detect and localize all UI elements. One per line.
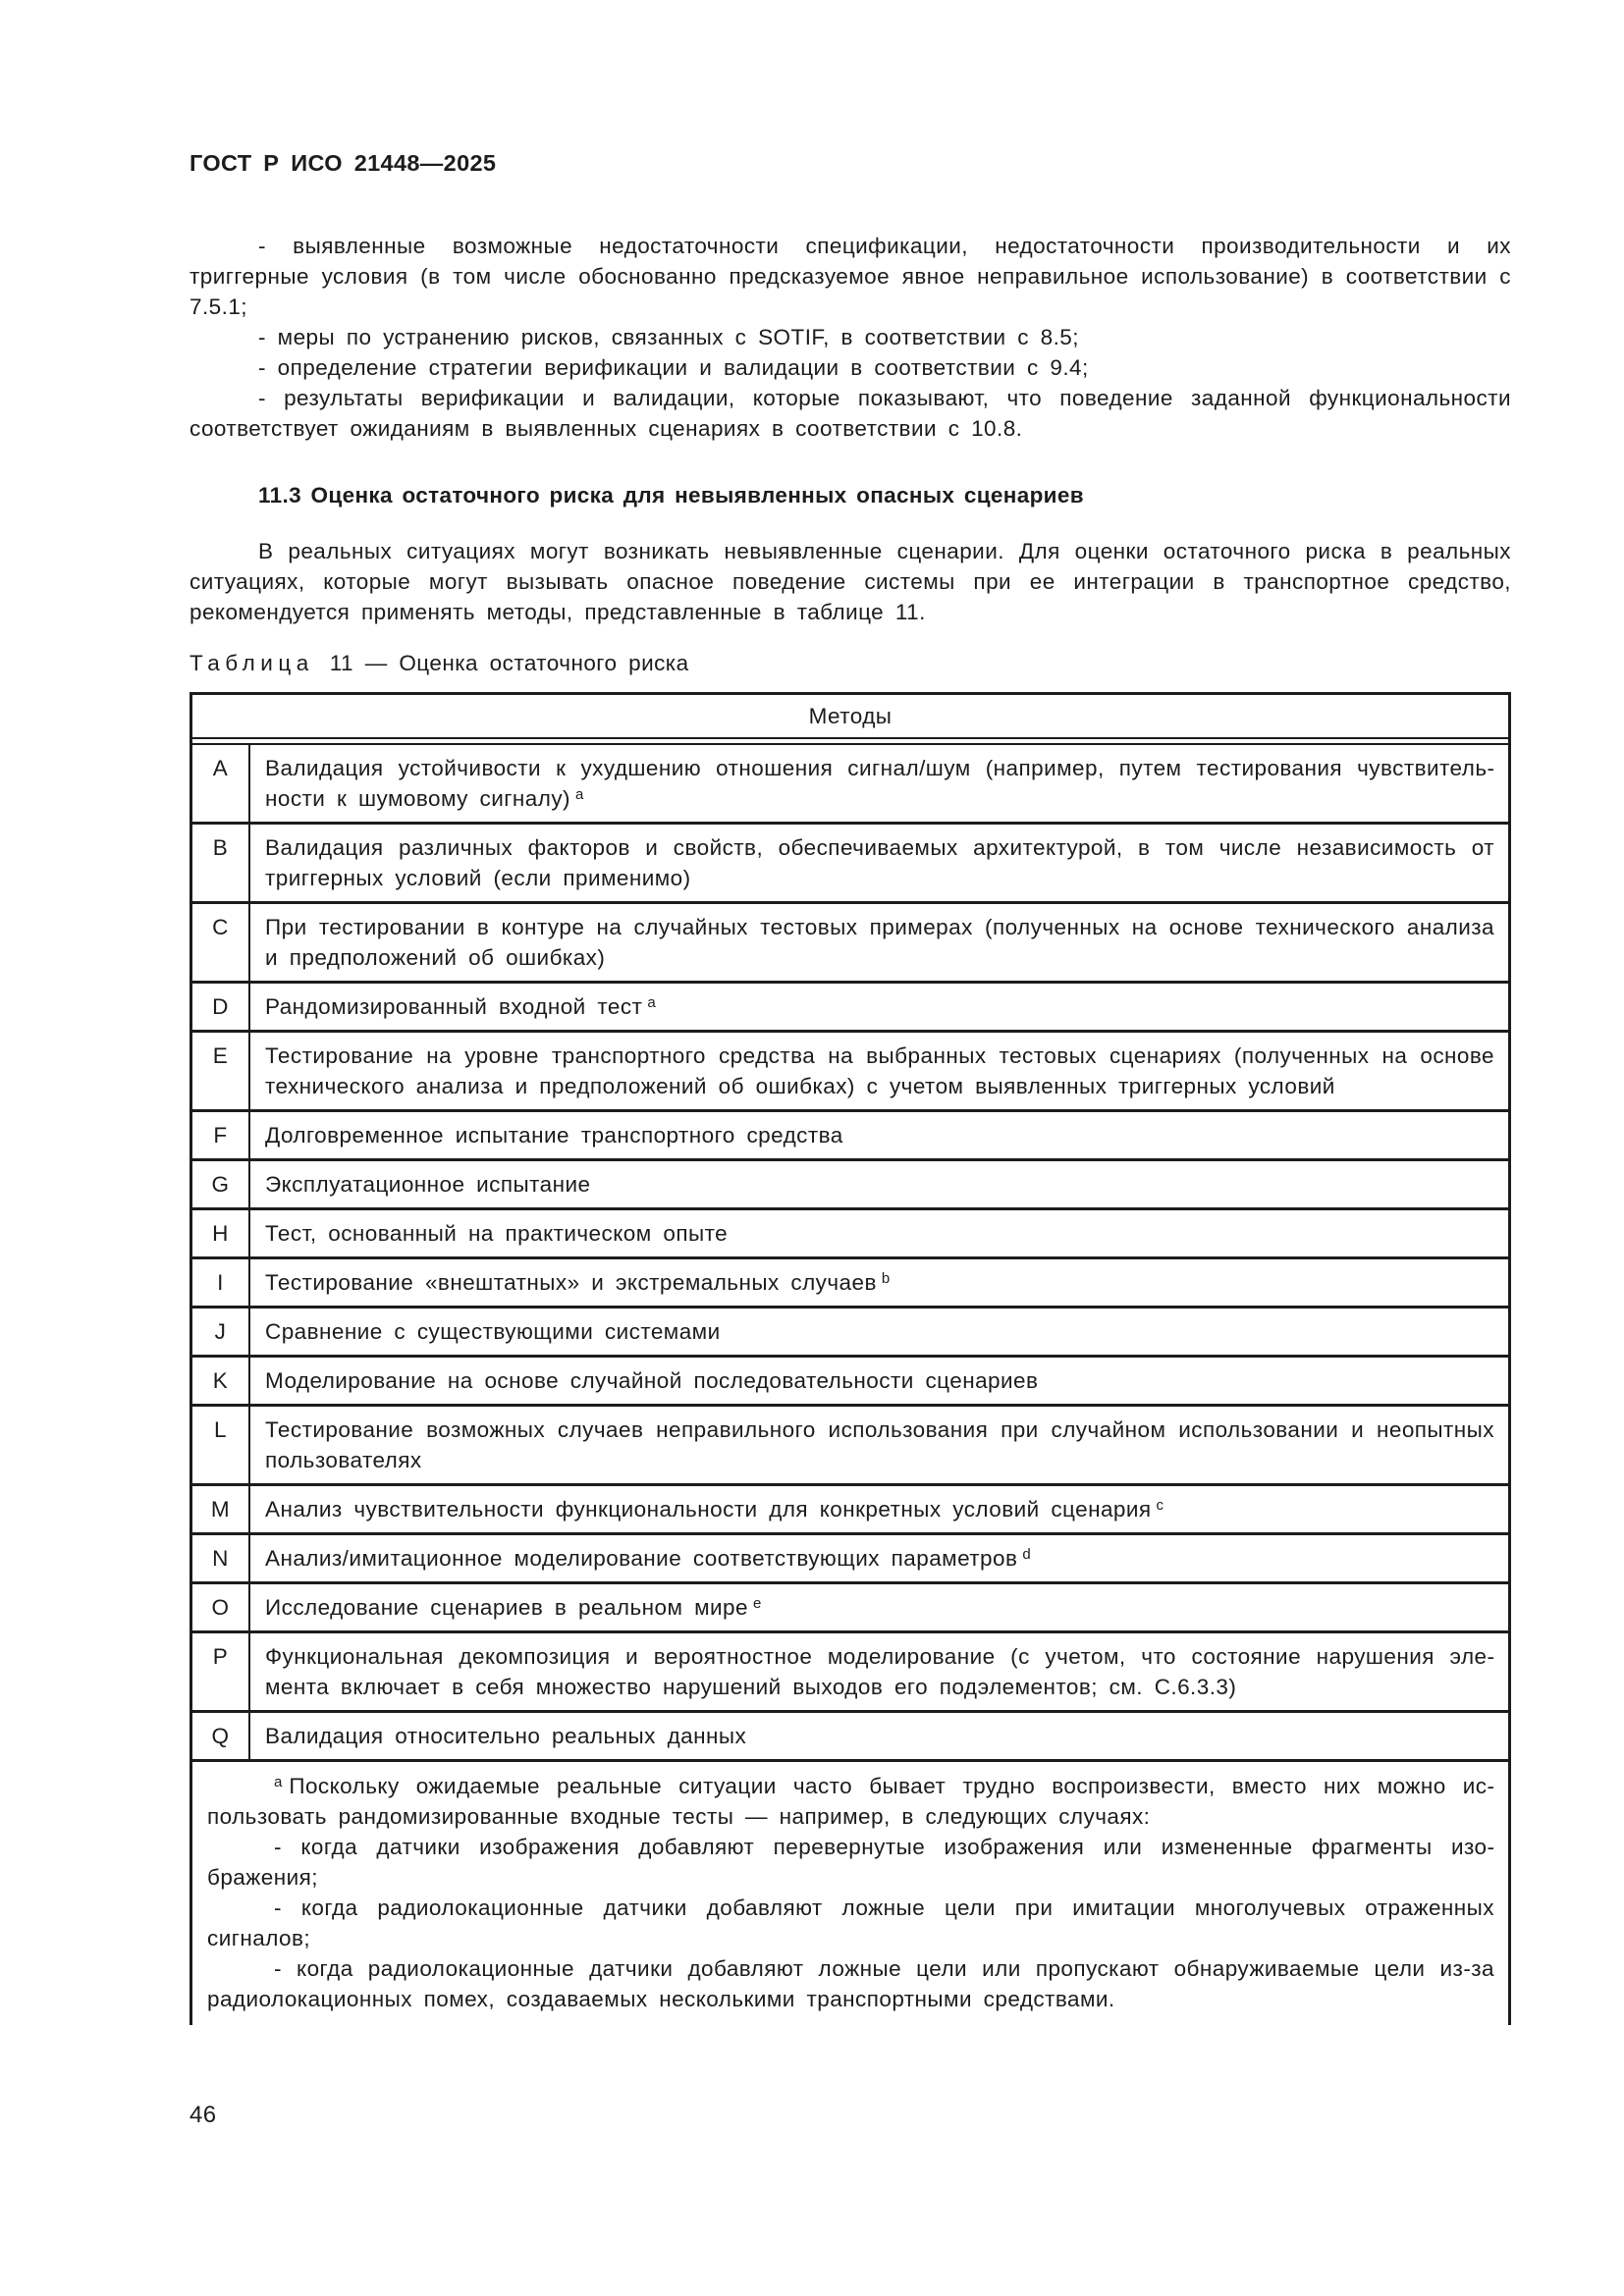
method-text: При тестировании в контуре на случайных тестовых примерах (полученных на основе технического анализа и предположений об ошибках): [265, 915, 1494, 970]
header-double-rule: [192, 737, 1508, 745]
table-row: [192, 1630, 1508, 1710]
method-cell: [250, 1358, 1508, 1404]
row-key: E: [192, 1033, 250, 1109]
method-cell: [250, 825, 1508, 901]
method-text: Валидация различных факторов и свойств, обеспечиваемых архитектурой, в том числе независимость от триггерных условий (если применимо): [265, 835, 1494, 890]
table-footnotes: [192, 1759, 1508, 2025]
method-cell: [250, 904, 1508, 981]
row-key: J: [192, 1308, 250, 1355]
table-footnote: [207, 1771, 1494, 1832]
table-footnote: [207, 1893, 1494, 1953]
bullet-item: - результаты верификации и валидации, которые показывают, что поведение заданной функциональности соответствует ожиданиям в выявленных сценариях в соответствии с 10.8.: [189, 386, 1511, 441]
method-cell: [250, 1259, 1508, 1306]
row-key: Q: [192, 1713, 250, 1759]
table-row: [192, 981, 1508, 1030]
row-key: H: [192, 1210, 250, 1256]
footnote-marker: a: [274, 1774, 283, 1790]
footnote-text: - когда радиолокационные датчики добавляют ложные цели или пропускают обнаруживаемые цели из-за радиолокационных помех, создаваемых несколькими транспортными средствами.: [207, 1956, 1494, 2011]
footnote-marker: a: [647, 994, 656, 1011]
section-paragraph: В реальных ситуациях могут возникать невыявленные сценарии. Для оценки остаточного риска в реальных ситуациях, которые могут вызывать опасное поведение системы при ее интеграции в транспортное средство, рекомендуется применять методы, представленные в таблице 11.: [189, 539, 1511, 624]
method-cell: [250, 1033, 1508, 1109]
document-code-header: ГОСТ Р ИСО 21448—2025: [189, 150, 497, 176]
footnote-text: - когда радиолокационные датчики добавляют ложные цели при имитации многолучевых отраженных сигналов;: [207, 1896, 1494, 1950]
method-text: Тестирование «внештатных» и экстремальных случаев: [265, 1270, 877, 1295]
table-body: [192, 745, 1508, 1759]
footnote-marker: b: [881, 1270, 891, 1287]
method-text: Моделирование на основе случайной последовательности сценариев: [265, 1368, 1039, 1393]
method-text: Функциональная декомпозиция и вероятностное моделирование (с учетом, что состояние нарушения элемента включает в себя множество нарушений выходов его подэлементов; см. С.6.3.3): [265, 1644, 1494, 1699]
table-footnote: [207, 1953, 1494, 2014]
method-text: Сравнение с существующими системами: [265, 1319, 721, 1344]
table-row: [192, 1158, 1508, 1207]
bullet-item: - меры по устранению рисков, связанных с SOTIF, в соответствии с 8.5;: [258, 325, 1079, 349]
method-cell: [250, 1535, 1508, 1581]
methods-table: [189, 692, 1511, 2025]
page-content: [189, 0, 1511, 2130]
row-key: L: [192, 1407, 250, 1483]
row-key: N: [192, 1535, 250, 1581]
page-number: 46: [189, 2102, 217, 2128]
footnote-marker: e: [753, 1595, 762, 1612]
row-key: G: [192, 1161, 250, 1207]
row-key: C: [192, 904, 250, 981]
table-caption-word: Таблица: [189, 651, 314, 675]
method-text: Эксплуатационное испытание: [265, 1172, 591, 1197]
row-key: A: [192, 745, 250, 822]
method-cell: [250, 1161, 1508, 1207]
table-row: [192, 1207, 1508, 1256]
row-key: P: [192, 1633, 250, 1710]
intro-bullet-list: [189, 231, 1511, 444]
table-header-cell: Методы: [808, 704, 893, 728]
method-text: Тестирование на уровне транспортного средства на выбранных тестовых сценариях (полученных на основе технического анализа и предположений об ошибках) с учетом выявленных триггерных условий: [265, 1043, 1494, 1098]
method-cell: [250, 1308, 1508, 1355]
bullet-item: - определение стратегии верификации и валидации в соответствии с 9.4;: [258, 355, 1089, 380]
method-cell: [250, 984, 1508, 1030]
table-row: [192, 745, 1508, 822]
table-row: [192, 1355, 1508, 1404]
method-text: Валидация относительно реальных данных: [265, 1724, 747, 1748]
row-key: F: [192, 1112, 250, 1158]
table-row: [192, 1581, 1508, 1630]
footnote-text: - когда датчики изображения добавляют перевернутые изображения или измененные фрагменты изображения;: [207, 1835, 1494, 1890]
table-row: [192, 1710, 1508, 1759]
method-cell: [250, 1633, 1508, 1710]
row-key: B: [192, 825, 250, 901]
footnote-marker: a: [574, 786, 584, 803]
method-text: Исследование сценариев в реальном мире: [265, 1595, 748, 1620]
table-row: [192, 1404, 1508, 1483]
table-row: [192, 1030, 1508, 1109]
table-row: [192, 1532, 1508, 1581]
method-text: Анализ/имитационное моделирование соответствующих параметров: [265, 1546, 1018, 1571]
footnote-marker: c: [1156, 1497, 1164, 1514]
table-row: [192, 822, 1508, 901]
method-cell: [250, 1210, 1508, 1256]
table-row: [192, 1256, 1508, 1306]
method-cell: [250, 745, 1508, 822]
method-cell: [250, 1486, 1508, 1532]
method-cell: [250, 1713, 1508, 1759]
method-cell: [250, 1407, 1508, 1483]
row-key: K: [192, 1358, 250, 1404]
row-key: O: [192, 1584, 250, 1630]
row-key: M: [192, 1486, 250, 1532]
table-footnote: [207, 1832, 1494, 1893]
method-cell: [250, 1584, 1508, 1630]
table-caption-text: 11 — Оценка остаточного риска: [329, 651, 689, 675]
table-row: [192, 1483, 1508, 1532]
bullet-item: - выявленные возможные недостаточности спецификации, недостаточности производительности и их триггерные условия (в том числе обоснованно предсказуемое явное неправильное использование) в соответствии с 7.5.1;: [189, 234, 1511, 319]
table-row: [192, 1109, 1508, 1158]
method-text: Тест, основанный на практическом опыте: [265, 1221, 729, 1246]
method-text: Рандомизированный входной тест: [265, 994, 643, 1019]
table-row: [192, 901, 1508, 981]
footnote-text: Поскольку ожидаемые реальные ситуации часто бывает трудно воспроизвести, вместо них можно использовать рандомизированные входные тесты — например, в следующих случаях:: [207, 1774, 1494, 1829]
method-cell: [250, 1112, 1508, 1158]
method-text: Анализ чувствительности функциональности для конкретных условий сценария: [265, 1497, 1152, 1522]
section-heading: 11.3 Оценка остаточного риска для невыявленных опасных сценариев: [258, 483, 1084, 507]
method-text: Тестирование возможных случаев неправильного использования при случайном использовании и неопытных пользователях: [265, 1417, 1494, 1472]
row-key: I: [192, 1259, 250, 1306]
table-caption: [189, 648, 1511, 678]
table-row: [192, 1306, 1508, 1355]
footnote-marker: d: [1022, 1546, 1031, 1563]
method-text: Валидация устойчивости к ухудшению отношения сигнал/шум (например, путем тестирования чувствительности к шумовому сигналу): [265, 756, 1494, 811]
row-key: D: [192, 984, 250, 1030]
method-text: Долговременное испытание транспортного средства: [265, 1123, 843, 1148]
